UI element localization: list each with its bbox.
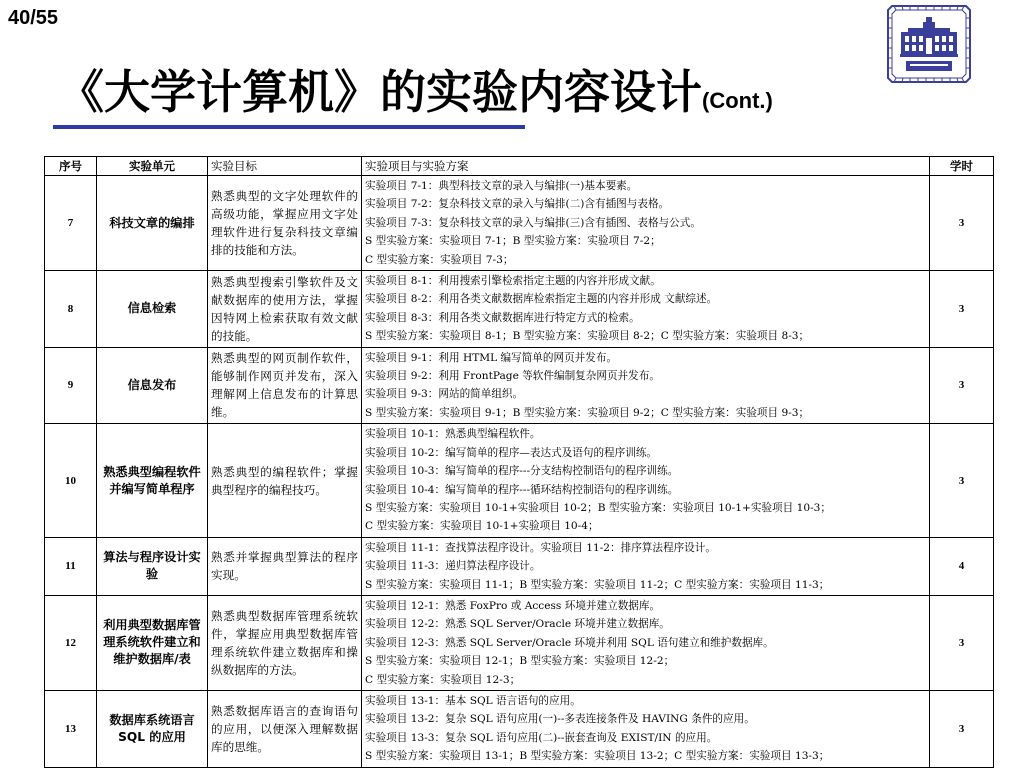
plan-line: 实验项目 11-1：查找算法程序设计。实验项目 11-2：排序算法程序设计。 [365, 541, 716, 554]
table-row [45, 595, 994, 690]
row-number: 13 [45, 690, 97, 767]
plan-line: C 型实验方案：实验项目 7-3； [365, 253, 514, 266]
plan-line: 实验项目 8-3：利用各类文献数据库进行特定方式的检索。 [365, 311, 640, 324]
column-header-unit: 实验单元 [97, 157, 208, 176]
experiment-plan [362, 271, 930, 348]
class-hours: 3 [930, 690, 994, 767]
experiment-goal: 熟悉并掌握典型算法的程序实现。 [208, 537, 362, 595]
column-header-plan: 实验项目与实验方案 [362, 157, 930, 176]
class-hours: 3 [930, 271, 994, 348]
plan-line: S 型实验方案：实验项目 10-1+实验项目 10-2；B 型实验方案：实验项目 10-1+实验项目 10-3； [365, 501, 832, 514]
class-hours: 3 [930, 424, 994, 537]
plan-line: 实验项目 10-3：编写简单的程序---分支结构控制语句的程序训练。 [365, 465, 679, 478]
table-row [45, 347, 994, 424]
plan-line: 实验项目 10-1：熟悉典型编程软件。 [365, 428, 541, 441]
slide-title-main: 《大学计算机》的实验内容设计 [58, 65, 702, 119]
plan-line: S 型实验方案：实验项目 7-1；B 型实验方案：实验项目 7-2； [365, 235, 661, 248]
plan-line: 实验项目 11-3：递归算法程序设计。 [365, 560, 541, 573]
plan-line: 实验项目 8-1：利用搜索引擎检索指定主题的内容并形成文献。 [365, 275, 661, 288]
slide-title [58, 60, 773, 133]
plan-line: 实验项目 10-2：编写简单的程序—表达式及语句的程序训练。 [365, 446, 658, 459]
experiment-goal: 熟悉典型搜索引擎软件及文献数据库的使用方法，掌握因特网上检索获取有效文献的技能。 [208, 271, 362, 348]
plan-line: 实验项目 7-3：复杂科技文章的录入与编排(三)含有插图、表格与公式。 [365, 216, 701, 229]
row-number: 10 [45, 424, 97, 537]
experiment-plan [362, 690, 930, 767]
table-row [45, 537, 994, 595]
plan-line: S 型实验方案：实验项目 12-1；B 型实验方案：实验项目 12-2； [365, 655, 675, 668]
plan-line: 实验项目 13-3：复杂 SQL 语句应用(二)--嵌套查询及 EXIST/IN 的应用。 [365, 731, 718, 744]
experiment-unit: 数据库系统语言SQL 的应用 [97, 690, 208, 767]
title-underline [53, 125, 525, 129]
experiment-unit: 利用典型数据库管理系统软件建立和维护数据库/表 [97, 595, 208, 690]
plan-line: 实验项目 10-4：编写简单的程序---循环结构控制语句的程序训练。 [365, 483, 679, 496]
experiment-plan [362, 347, 930, 424]
experiment-goal: 熟悉数据库语言的查询语句的应用，以便深入理解数据库的思维。 [208, 690, 362, 767]
plan-line: 实验项目 9-3：网站的简单组织。 [365, 388, 524, 401]
experiment-plan [362, 595, 930, 690]
experiment-unit: 信息发布 [97, 347, 208, 424]
experiment-plan [362, 424, 930, 537]
row-number: 12 [45, 595, 97, 690]
class-hours: 3 [930, 347, 994, 424]
row-number: 9 [45, 347, 97, 424]
plan-line: C 型实验方案：实验项目 12-3； [365, 673, 521, 686]
plan-line: S 型实验方案：实验项目 11-1；B 型实验方案：实验项目 11-2；C 型实验方案：实验项目 11-3； [365, 578, 830, 591]
experiment-goal: 熟悉典型数据库管理系统软件，掌握应用典型数据库管理系统软件建立数据库和操纵数据库的方法。 [208, 595, 362, 690]
column-header-hours: 学时 [930, 157, 994, 176]
experiment-unit: 算法与程序设计实验 [97, 537, 208, 595]
table-row [45, 271, 994, 348]
experiment-unit: 科技文章的编排 [97, 176, 208, 271]
experiment-unit: 信息检索 [97, 271, 208, 348]
experiment-unit: 熟悉典型编程软件并编写简单程序 [97, 424, 208, 537]
plan-line: S 型实验方案：实验项目 8-1；B 型实验方案：实验项目 8-2；C 型实验方案：实验项目 8-3； [365, 330, 810, 343]
column-header-num: 序号 [45, 157, 97, 176]
plan-line: S 型实验方案：实验项目 9-1；B 型实验方案：实验项目 9-2；C 型实验方案：实验项目 9-3； [365, 406, 810, 419]
plan-line: 实验项目 12-3：熟悉 SQL Server/Oracle 环境并利用 SQL 语句建立和维护数据库。 [365, 636, 774, 649]
row-number: 7 [45, 176, 97, 271]
table-row [45, 424, 994, 537]
experiment-goal: 熟悉典型的网页制作软件，能够制作网页并发布，深入理解网上信息发布的计算思维。 [208, 347, 362, 424]
table-row [45, 690, 994, 767]
experiment-plan [362, 537, 930, 595]
table-row [45, 176, 994, 271]
plan-line: 实验项目 9-1：利用 HTML 编写简单的网页并发布。 [365, 351, 618, 364]
plan-line: 实验项目 12-2：熟悉 SQL Server/Oracle 环境并建立数据库。 [365, 618, 670, 631]
experiment-goal: 熟悉典型的文字处理软件的高级功能，掌握应用文字处理软件进行复杂科技文章编排的技能和方法。 [208, 176, 362, 271]
row-number: 11 [45, 537, 97, 595]
university-emblem-icon [886, 4, 972, 84]
slide-number: 40/55 [8, 7, 59, 29]
table-header-row [45, 157, 994, 176]
experiment-plan [362, 176, 930, 271]
experiment-goal: 熟悉典型的编程软件；掌握典型程序的编程技巧。 [208, 424, 362, 537]
plan-line: 实验项目 7-2：复杂科技文章的录入与编排(二)含有插图与表格。 [365, 198, 670, 211]
plan-line: 实验项目 13-1：基本 SQL 语言语句的应用。 [365, 694, 581, 707]
plan-line: 实验项目 7-1：典型科技文章的录入与编排(一)基本要素。 [365, 180, 638, 192]
class-hours: 3 [930, 176, 994, 271]
plan-line: 实验项目 13-2：复杂 SQL 语句应用(一)--多表连接条件及 HAVING 条件的应用。 [365, 713, 755, 726]
class-hours: 3 [930, 595, 994, 690]
plan-line: C 型实验方案：实验项目 10-1+实验项目 10-4； [365, 520, 599, 533]
slide-title-suffix: (Cont.) [702, 88, 773, 113]
plan-line: 实验项目 8-2：利用各类文献数据库检索指定主题的内容并形成 文献综述。 [365, 293, 718, 306]
plan-line: 实验项目 9-2：利用 FrontPage 等软件编制复杂网页并发布。 [365, 370, 660, 383]
class-hours: 4 [930, 537, 994, 595]
row-number: 8 [45, 271, 97, 348]
experiment-table [44, 156, 994, 768]
plan-line: 实验项目 12-1：熟悉 FoxPro 或 Access 环境并建立数据库。 [365, 599, 661, 612]
plan-line: S 型实验方案：实验项目 13-1；B 型实验方案：实验项目 13-2；C 型实验方案：实验项目 13-3； [365, 750, 830, 763]
column-header-goal: 实验目标 [208, 157, 362, 176]
